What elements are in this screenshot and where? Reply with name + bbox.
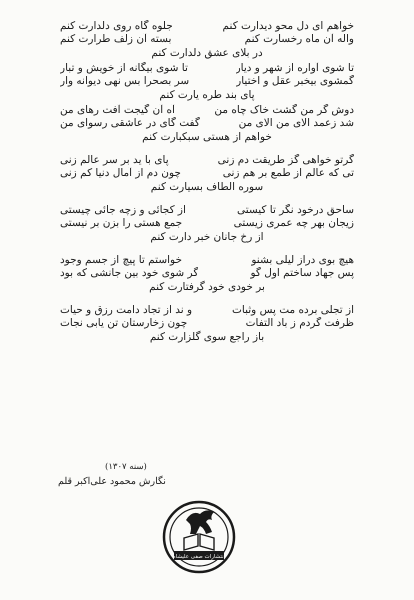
- hemistich-left: گفت گای در عاشقی رسوای من: [60, 116, 200, 129]
- stanza-gap: [60, 196, 354, 204]
- hemistich-left: پای با ید بر سر عالم زنی: [60, 154, 169, 166]
- publisher-logo: [162, 500, 236, 574]
- couplet: [60, 75, 354, 88]
- hemistich-left: سر بصحرا بس نهی دیوانه وار: [60, 74, 190, 87]
- hemistich-right: شد زعمد الای من الای من: [238, 116, 354, 129]
- refrain-line: پای بند طره یارت کنم: [159, 89, 255, 101]
- hemistich-right: ظرفت گردم ز باد التفات: [245, 316, 354, 329]
- couplet: [60, 62, 354, 75]
- couplet: [60, 217, 354, 230]
- poem-body: [60, 18, 354, 346]
- couplet: [60, 117, 354, 130]
- couplet: [60, 204, 354, 217]
- hemistich-right: ساحق درخود نگر تا کیستی: [236, 204, 354, 216]
- refrain-line: از رخ جانان خبر دارت کنم: [150, 231, 264, 243]
- couplet: [60, 317, 354, 330]
- hemistich-left: از کجائی و زچه جائی چیستی: [60, 204, 186, 216]
- hemistich-left: خواستم تا پیچ از جسم وجود: [60, 254, 182, 266]
- refrain-line: در بلای عشق دلدارت کنم: [151, 47, 263, 59]
- hemistich-right: خواهم ای دل محو دیدارت کنم: [222, 20, 354, 32]
- hemistich-left: تا شوی بیگانه از خویش و تبار: [60, 62, 188, 74]
- winged-lion-icon: [186, 510, 214, 534]
- hemistich-right: زیجان بهر چه عمری زیستی: [233, 216, 354, 229]
- stanza-gap: [60, 146, 354, 154]
- hemistich-left: و ند از تجاد دامت رزق و حیات: [60, 304, 193, 316]
- hemistich-right: دوش گر من گشت خاک چاه من: [214, 104, 354, 116]
- hemistich-right: هیچ بوی دراز لیلی بشنو: [251, 254, 354, 266]
- refrain-line: خواهم از هستی سبکبارت کنم: [142, 131, 272, 143]
- logo-text: انتشارات صفی علیشاه: [172, 554, 226, 560]
- hemistich-left: جلوه گاه روی دلدارت کنم: [60, 20, 173, 32]
- hemistich-left: جمع هستی را بزن بر نیستی: [60, 216, 183, 229]
- couplet: [60, 154, 354, 167]
- stanza-gap: [60, 296, 354, 304]
- signature: نگارش محمود علی‌اکبر قلم: [58, 476, 166, 487]
- refrain-line: باز راجع سوی گلزارت کنم: [149, 331, 265, 343]
- hemistich-left: چون زخارستان تن یابی نجات: [60, 316, 188, 329]
- couplet: [60, 167, 354, 180]
- hemistich-right: گمشوی بیخبر عقل و اختیار: [236, 74, 354, 87]
- refrain-line: بر خودی خود گرفتارت کنم: [149, 281, 265, 293]
- couplet: [60, 20, 354, 33]
- couplet: [60, 267, 354, 280]
- hemistich-right: از تجلی برده مت پس وثبات: [232, 304, 354, 316]
- couplet: [60, 33, 354, 46]
- couplet: [60, 254, 354, 267]
- hemistich-left: چون دم از آمال دنیا کم زنی: [60, 166, 181, 179]
- open-book-icon: [184, 534, 214, 550]
- couplet: [60, 104, 354, 117]
- date-note: (سنه ۱۳۰۷): [105, 462, 147, 472]
- hemistich-right: تی که عالم از طمع بر هم زنی: [222, 166, 354, 179]
- hemistich-left: بسته آن زلف طرارت کنم: [60, 32, 172, 45]
- hemistich-right: پس جهاد ساختم اول گو: [250, 266, 354, 279]
- logo-outer-ring: [164, 502, 234, 572]
- refrain-line: سوره الطاف بسیارت کنم: [150, 181, 264, 193]
- stanza-gap: [60, 246, 354, 254]
- couplet: [60, 304, 354, 317]
- hemistich-left: آه آن گیجت آفت رهای من: [60, 104, 175, 116]
- hemistich-left: گر شوی خود بین جانشی که بود: [60, 266, 199, 279]
- hemistich-right: واله آن ماه رخسارت کنم: [244, 32, 354, 45]
- hemistich-right: تا شوی آواره از شهر و دیار: [235, 62, 354, 74]
- hemistich-right: گرتو خواهی گز طریقت دم زنی: [217, 154, 354, 166]
